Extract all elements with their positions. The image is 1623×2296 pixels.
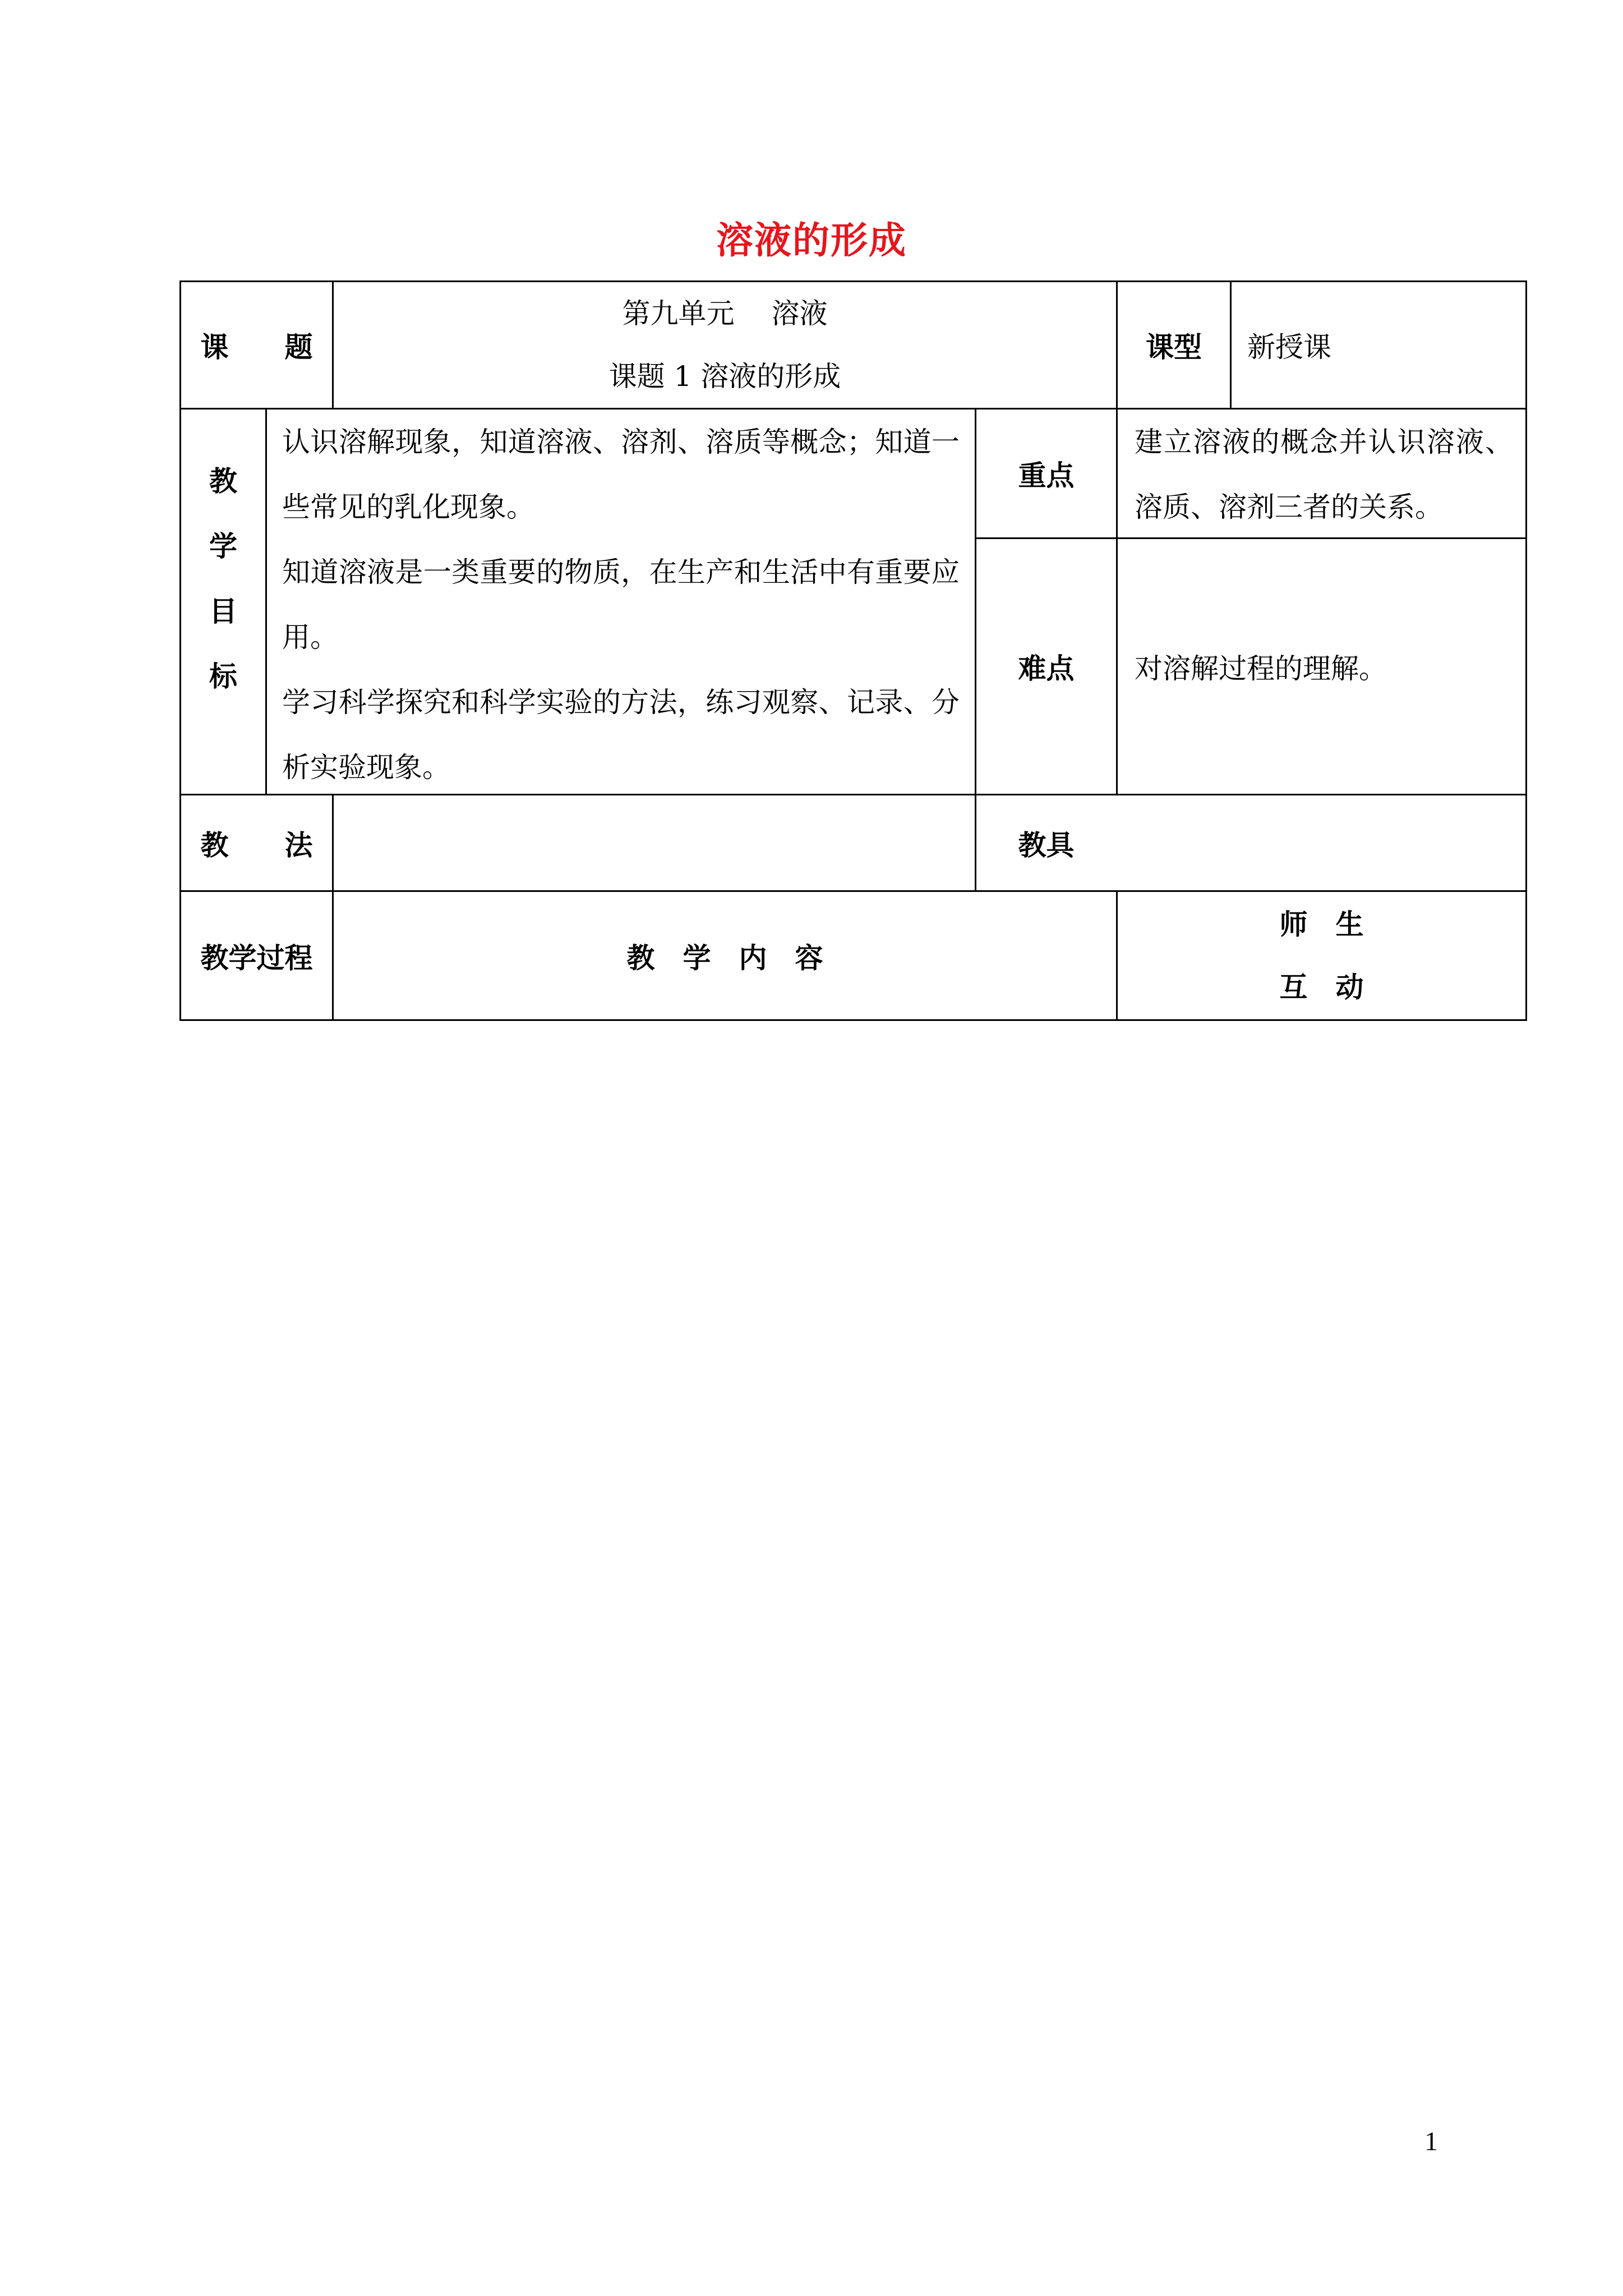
interaction-label-line: 互 动 — [1279, 970, 1364, 1004]
teaching-tools-value — [1118, 795, 1525, 890]
objectives-text — [268, 409, 974, 800]
lesson-type-value: 新授课 — [1247, 331, 1331, 364]
objectives-label-char: 目 — [209, 595, 237, 628]
key-point-label: 重点 — [1018, 459, 1075, 492]
interaction-label — [1118, 892, 1525, 1019]
key-point-text: 建立溶液的概念并认识溶液、溶质、溶剂三者的关系。 — [1135, 426, 1513, 523]
objective-item: 知道溶液是一类重要的物质，在生产和生活中有重要应用。 — [282, 556, 960, 654]
table-border-right — [1525, 280, 1527, 1021]
table-col-divider — [265, 408, 267, 795]
objectives-label-char: 学 — [209, 530, 237, 563]
objectives-label-char: 教 — [209, 465, 237, 498]
topic-value — [334, 282, 1116, 408]
objective-item: 学习科学探究和科学实验的方法，练习观察、记录、分析实验现象。 — [282, 686, 960, 784]
unit-line: 第九单元 溶液 — [622, 297, 828, 330]
objectives-label-char: 标 — [209, 660, 237, 693]
teaching-method-value — [334, 795, 975, 890]
interaction-label-line: 师 生 — [1279, 908, 1364, 941]
difficulty-text: 对溶解过程的理解。 — [1135, 652, 1387, 685]
table-border-bottom — [179, 1019, 1527, 1021]
lesson-type-label: 课型 — [1146, 331, 1202, 364]
document-title: 溶液的形成 — [716, 219, 907, 262]
objectives-label — [181, 449, 265, 709]
topic-label: 课 题 — [200, 331, 313, 364]
teaching-method-label: 教 法 — [200, 829, 313, 862]
teaching-tools-label: 教具 — [1018, 829, 1075, 862]
teaching-content-label: 教 学 内 容 — [626, 941, 823, 974]
teaching-process-label: 教学过程 — [200, 941, 313, 974]
difficulty-label: 难点 — [1018, 652, 1075, 685]
objective-item: 认识溶解现象，知道溶液、溶剂、溶质等概念；知道一些常见的乳化现象。 — [282, 426, 960, 523]
lesson-line: 课题 1 溶液的形成 — [608, 360, 841, 393]
page-number: 1 — [1424, 2127, 1438, 2156]
